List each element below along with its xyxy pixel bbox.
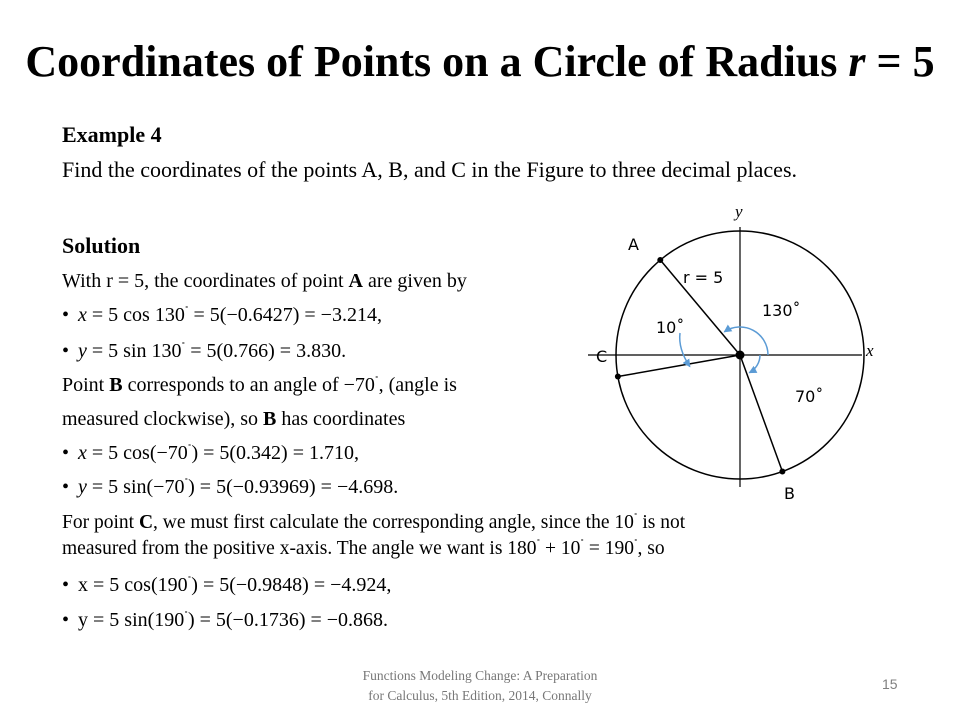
label-angle-10: 10˚ <box>656 318 685 337</box>
point-b-intro: Point B corresponds to an angle of −70˚, (angle is <box>62 374 457 396</box>
angle-arc-10 <box>680 333 690 367</box>
angle-arc-130 <box>724 327 768 355</box>
origin-point <box>736 351 745 360</box>
point-b-intro-line2: measured clockwise), so B has coordinates <box>62 408 406 430</box>
point-a-intro: With r = 5, the coordinates of point A are given by <box>62 270 467 292</box>
angle-arc-70 <box>749 355 760 373</box>
radius-line-c <box>618 355 740 377</box>
point-c-x-line: • x = 5 cos(190˚) = 5(−0.9848) = −4.924, <box>78 573 391 598</box>
label-b: B <box>784 484 795 503</box>
point-b <box>779 469 785 475</box>
problem-text: Find the coordinates of the points A, B, and C in the Figure to three decimal places. <box>62 157 798 182</box>
label-angle-70: 70˚ <box>795 387 824 406</box>
point-c-intro: For point C, we must first calculate the corresponding angle, since the 10˚ is not <box>62 511 686 533</box>
radius-line-b <box>740 355 782 472</box>
point-a <box>657 257 663 263</box>
point-c-intro-line2: measured from the positive x-axis. The angle we want is 180˚ + 10˚ = 190˚, so <box>62 537 665 559</box>
point-c <box>615 374 621 380</box>
page-number: 15 <box>882 676 898 692</box>
footer-citation <box>330 666 630 705</box>
solution-heading: Solution <box>62 233 141 258</box>
footer-line-2: for Calculus, 5th Edition, 2014, Connally <box>368 687 592 703</box>
label-c: C <box>596 347 608 366</box>
example-heading: Example 4 <box>62 122 162 147</box>
point-a-x-line: • x = 5 cos 130˚ = 5(−0.6427) = −3.214, <box>78 303 382 328</box>
point-c-y-line: • y = 5 sin(190˚) = 5(−0.1736) = −0.868. <box>78 608 388 633</box>
label-y-axis: y <box>735 202 743 221</box>
point-b-y-line: • y = 5 sin(−70˚) = 5(−0.93969) = −4.698. <box>78 475 398 500</box>
footer-line-1: Functions Modeling Change: A Preparation <box>362 668 598 683</box>
label-radius: r = 5 <box>683 268 724 287</box>
point-b-x-line: • x = 5 cos(−70˚) = 5(0.342) = 1.710, <box>78 441 359 466</box>
slide-title: Coordinates of Points on a Circle of Radius r = 5 <box>25 37 935 86</box>
point-a-y-line: • y = 5 sin 130˚ = 5(0.766) = 3.830. <box>78 339 346 364</box>
label-angle-130: 130˚ <box>762 301 801 320</box>
label-x-axis: x <box>866 341 874 360</box>
label-a: A <box>628 235 639 254</box>
